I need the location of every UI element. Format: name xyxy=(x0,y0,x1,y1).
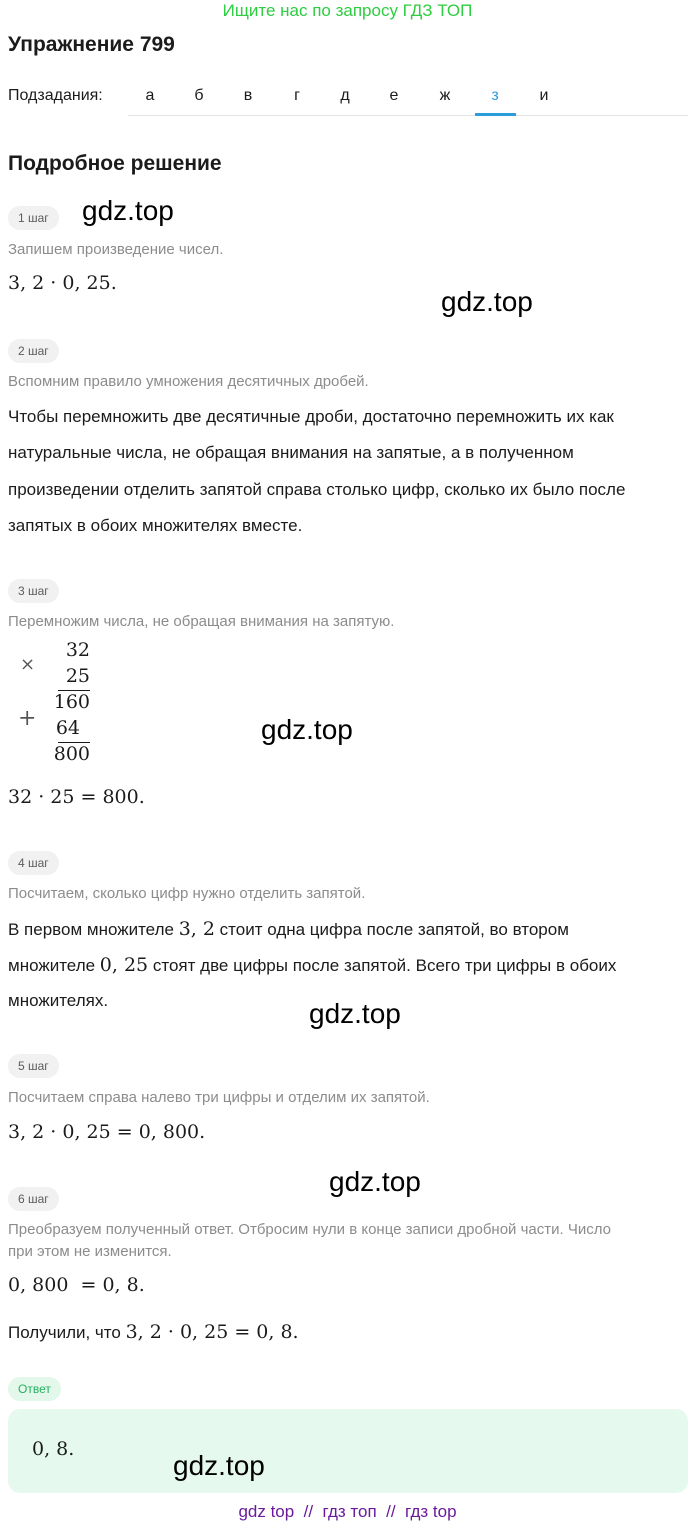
column-multiplicand: 32 xyxy=(65,639,90,661)
step-6-math: 0, 800 = 0, 8. xyxy=(8,1274,145,1296)
rule-text-line: натуральные числа, не обращая внимания на запятые, а в полученном xyxy=(8,443,574,462)
column-result: 800 xyxy=(53,743,90,765)
subtasks-label: Подзадания: xyxy=(8,87,103,104)
active-tab-indicator xyxy=(475,113,516,116)
promo-banner[interactable]: Ищите нас по запросу ГДЗ ТОП xyxy=(222,1,473,20)
step-6-badge: 6 шаг xyxy=(8,1187,59,1211)
watermark: gdz.top xyxy=(261,714,353,745)
tab-v[interactable]: в xyxy=(243,87,253,104)
answer-box xyxy=(8,1409,688,1493)
column-partial-1: 160 xyxy=(53,691,90,713)
step-5-badge: 5 шаг xyxy=(8,1054,59,1078)
step-1-hint: Запишем произведение чисел. xyxy=(8,241,224,258)
rule-text-line: Чтобы перемножить две десятичные дроби, достаточно перемножить их как xyxy=(8,407,614,426)
rule-text-line: запятых в обоих множителях вместе. xyxy=(8,516,303,535)
step-5-hint: Посчитаем справа налево три цифры и отделим их запятой. xyxy=(8,1089,430,1106)
tab-z[interactable]: з xyxy=(491,87,499,104)
column-multiplier: 25 xyxy=(65,665,90,687)
column-partial-2: 64 xyxy=(55,717,80,739)
step-5-math: 3, 2 · 0, 25 = 0, 800. xyxy=(8,1121,206,1143)
watermark: gdz.top xyxy=(309,998,401,1029)
step-4-line-1: В первом множителе 3, 2 стоит одна цифра после запятой, во втором xyxy=(8,918,569,940)
tab-d[interactable]: д xyxy=(340,87,350,104)
solution-title: Подробное решение xyxy=(8,152,222,175)
step-3-badge: 3 шаг xyxy=(8,579,59,603)
step-1-math: 3, 2 · 0, 25. xyxy=(8,272,117,294)
tab-a[interactable]: а xyxy=(145,87,155,104)
watermark: gdz.top xyxy=(441,286,533,317)
plus-sign: + xyxy=(18,706,37,731)
step-2-badge: 2 шаг xyxy=(8,339,59,363)
step-3-hint: Перемножим числа, не обращая внимания на запятую. xyxy=(8,613,395,630)
step-6-hint-1: Преобразуем полученный ответ. Отбросим нули в конце записи дробной части. Число xyxy=(8,1221,611,1238)
step-2-hint: Вспомним правило умножения десятичных дробей. xyxy=(8,373,369,390)
tab-i[interactable]: и xyxy=(539,87,549,104)
tabs-divider xyxy=(128,115,688,116)
tab-zh[interactable]: ж xyxy=(439,87,451,104)
watermark: gdz.top xyxy=(173,1450,265,1481)
step-4-line-2: множителе 0, 25 стоят две цифры после запятой. Всего три цифры в обоих xyxy=(8,954,617,976)
step-6-hint-2: при этом не изменится. xyxy=(8,1243,172,1260)
watermark: gdz.top xyxy=(329,1166,421,1197)
rule-text-line: произведении отделить запятой справа столько цифр, сколько их было после xyxy=(8,480,626,499)
tab-g[interactable]: г xyxy=(294,87,300,104)
times-sign: × xyxy=(20,654,36,675)
conclusion: Получили, что 3, 2 · 0, 25 = 0, 8. xyxy=(8,1321,299,1343)
answer-badge: Ответ xyxy=(8,1377,61,1401)
step-1-badge: 1 шаг xyxy=(8,206,59,230)
watermark: gdz.top xyxy=(82,195,174,226)
step-4-hint: Посчитаем, сколько цифр нужно отделить запятой. xyxy=(8,885,366,902)
step-3-result: 32 · 25 = 800. xyxy=(8,786,145,808)
answer-value: 0, 8. xyxy=(32,1438,75,1460)
tab-b[interactable]: б xyxy=(194,87,204,104)
step-4-badge: 4 шаг xyxy=(8,851,59,875)
tab-e[interactable]: е xyxy=(389,87,399,104)
exercise-title: Упражнение 799 xyxy=(8,33,175,56)
footer-links[interactable]: gdz top // гдз топ // гдз top xyxy=(238,1502,457,1521)
step-4-line-3: множителях. xyxy=(8,991,109,1010)
